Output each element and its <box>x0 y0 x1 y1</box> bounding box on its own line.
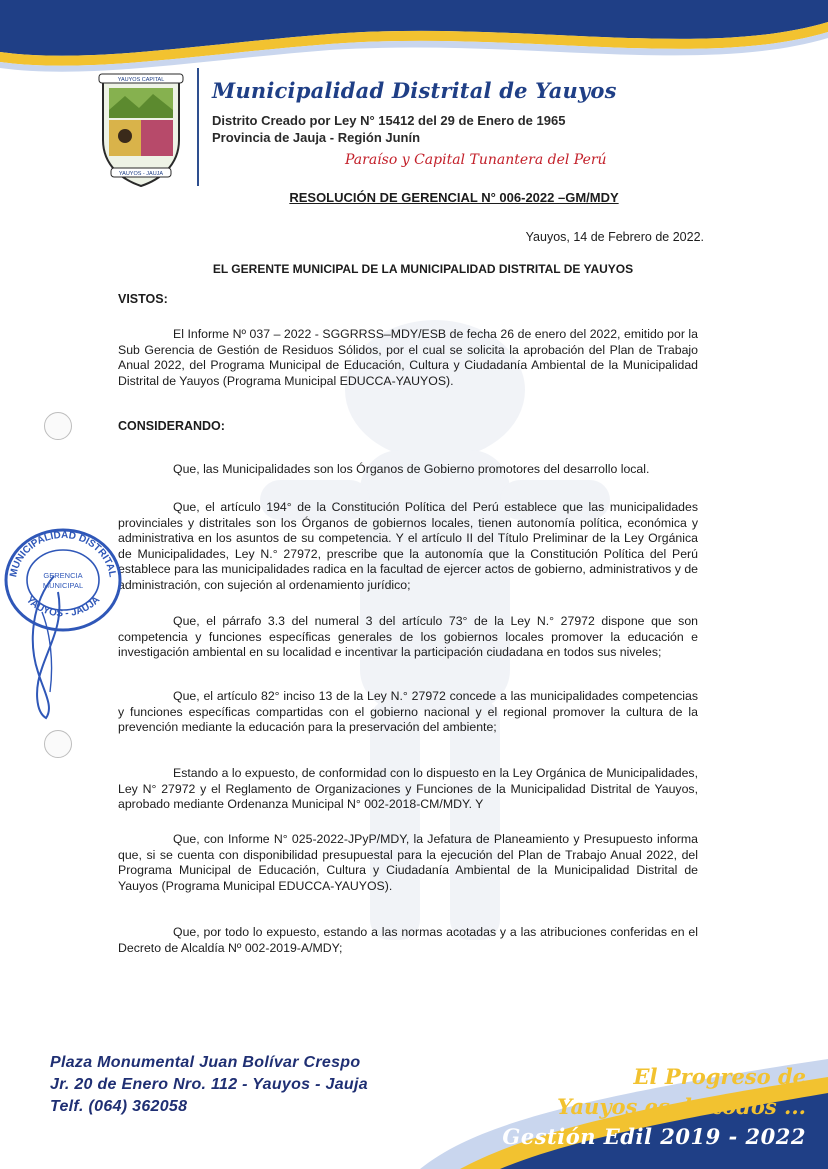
punch-hole <box>44 412 72 440</box>
organization-name: Municipalidad Distrital de Yauyos <box>212 78 617 103</box>
issuing-authority: EL GERENTE MUNICIPAL DE LA MUNICIPALIDAD DISTRITAL DE YAUYOS <box>212 262 634 276</box>
footer-slogan-line-2: Yauyos es de todos ... <box>557 1094 806 1119</box>
svg-text:MUNICIPAL: MUNICIPAL <box>42 581 84 590</box>
handwritten-signature <box>24 572 74 722</box>
svg-text:YAUYOS - JAUJA: YAUYOS - JAUJA <box>118 171 164 177</box>
svg-text:GERENCIA: GERENCIA <box>43 571 83 580</box>
province-region-line: Provincia de Jauja - Región Junín <box>212 130 421 145</box>
considerando-paragraph-3: Que, el párrafo 3.3 del numeral 3 del artículo 73° de la Ley N.° 27972 dispone que son competencia y funciones específicas generales de los gobiernos locales promover la educación e investigación ambiental en su localidad e incentivar la participación ciudadana en todos sus niveles; <box>118 614 698 659</box>
footer-phone: Telf. (064) 362058 <box>50 1098 188 1115</box>
organization-motto: Paraíso y Capital Tunantera del Perú <box>345 152 607 168</box>
svg-text:YAUYOS - JAUJA: YAUYOS - JAUJA <box>23 594 103 620</box>
header-wave-decoration <box>0 0 828 80</box>
resolution-title: RESOLUCIÓN DE GERENCIAL N° 006-2022 –GM/MDY <box>289 190 619 205</box>
considerando-paragraph-1: Que, las Municipalidades son los Órganos de Gobierno promotores del desarrollo local. <box>173 462 650 476</box>
footer-slogan-line-1: El Progreso de <box>633 1064 806 1089</box>
considerando-paragraph-6: Que, con Informe N° 025-2022-JPyP/MDY, la Jefatura de Planeamiento y Presupuesto informa que, si se cuenta con disponibilidad presupuestal para la ejecución del Plan de Trabajo Anual 2022, del Programa Municipal de Educación, Cultura y Ciudadanía Ambiental de la Municipalidad Distrital de Yauyos (Programa Municipal EDUCCA-YAUYOS). <box>118 832 698 893</box>
resolution-date: Yauyos, 14 de Febrero de 2022. <box>525 230 704 244</box>
vistos-paragraph: El Informe Nº 037 – 2022 - SGGRRSS–MDY/ESB de fecha 26 de enero del 2022, emitido por la Sub Gerencia de Gestión de Residuos Sólidos, por el cual se solicita la aprobación del Plan de Trabajo Anual 2022, del Programa Municipal de Educación, Cultura y Ciudadanía Ambiental de la Municipalidad Distrital de Yauyos (Programa Municipal EDUCCA-YAUYOS). <box>118 327 698 388</box>
creation-law-line: Distrito Creado por Ley N° 15412 del 29 de Enero de 1965 <box>212 113 566 128</box>
considerando-heading: CONSIDERANDO: <box>118 419 225 433</box>
svg-text:MUNICIPALIDAD DISTRITAL: MUNICIPALIDAD DISTRITAL <box>8 529 118 579</box>
svg-text:YAUYOS CAPITAL: YAUYOS CAPITAL <box>117 77 165 83</box>
vistos-heading: VISTOS: <box>118 292 168 306</box>
municipality-logo <box>95 70 187 188</box>
considerando-paragraph-7: Que, por todo lo expuesto, estando a las normas acotadas y a las atribuciones conferidas en el Decreto de Alcaldía Nº 002-2019-A/MDY; <box>118 925 698 955</box>
considerando-paragraph-2: Que, el artículo 194° de la Constitución Política del Perú establece que las municipalidades provinciales y distritales son los Órganos de gobiernos locales, tienen autonomía política, económica y administrativa en los asuntos de su competencia. Y el artículo II del Título Preliminar de la Ley Orgánica de Municipalidades, Ley N.° 27972, prescribe que la autonomía que la Constitución Política del Perú establece para las municipalidades radica en la facultad de ejercer actos de gobierno, administrativos y de administración, con sujeción al ordenamiento jurídico; <box>118 500 698 592</box>
considerando-paragraph-5: Estando a lo expuesto, de conformidad con lo dispuesto en la Ley Orgánica de Municipalidades, Ley N° 27972 y el Reglamento de Organizaciones y Funciones de la Municipalidad Distrital de Yauyos, aprobado mediante Ordenanza Municipal N° 002-2018-CM/MDY. Y <box>118 766 698 811</box>
punch-hole <box>44 730 72 758</box>
footer-address-line-1: Plaza Monumental Juan Bolívar Crespo <box>50 1054 361 1071</box>
header-divider <box>197 68 199 186</box>
considerando-paragraph-4: Que, el artículo 82° inciso 13 de la Ley N.° 27972 concede a las municipalidades competencias y funciones específicas compartidas con el gobierno nacional y el regional promover la cultura de la prevención mediante la educación para la preservación del ambiente; <box>118 689 698 734</box>
footer-administration-term: Gestión Edil 2019 - 2022 <box>502 1124 806 1149</box>
footer-address-line-2: Jr. 20 de Enero Nro. 112 - Yauyos - Jauja <box>50 1076 368 1093</box>
